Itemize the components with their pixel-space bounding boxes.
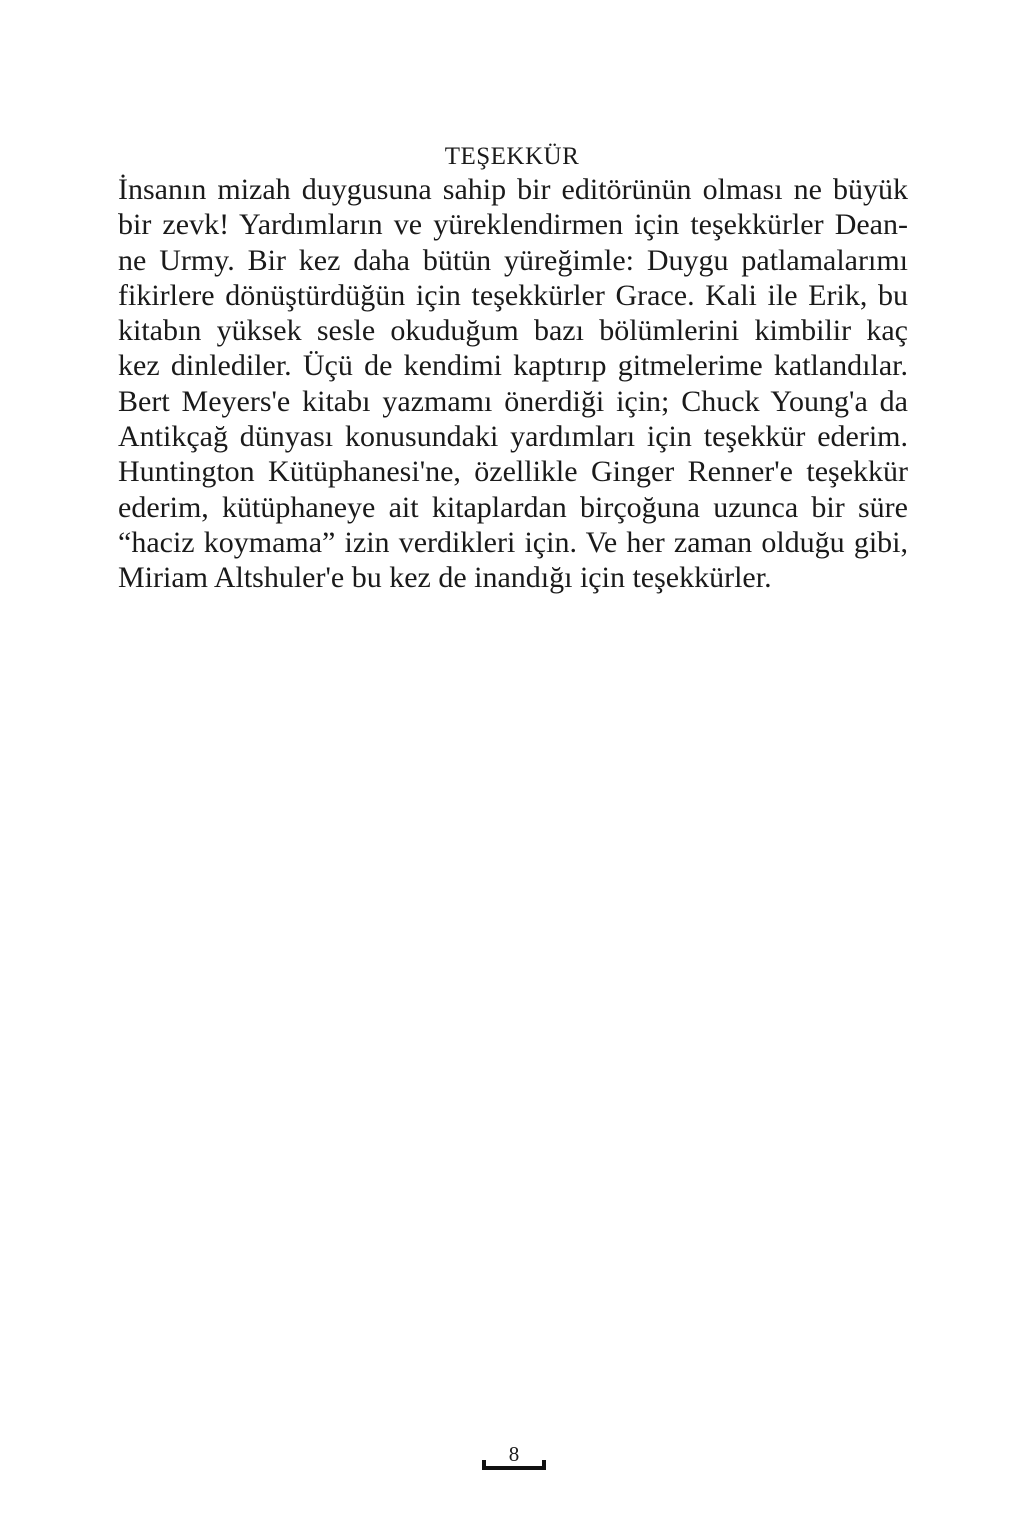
acknowledgement-paragraph — [118, 172, 908, 596]
footer-rule — [482, 1466, 546, 1470]
paragraph-line: İnsanın mizah duygusuna sahip bir editörünün olması ne büyük — [118, 173, 908, 206]
paragraph-line: ederim, kütüphaneye ait kitaplardan birçoğuna uzunca bir süre — [118, 490, 908, 524]
paragraph-line: kitabın yüksek sesle okuduğum bazı bölümlerini kimbilir kaç — [118, 314, 908, 348]
paragraph-line: kez dinlediler. Üçü de kendimi kaptırıp gitmelerime katlandılar. — [118, 349, 908, 383]
paragraph-line: Antikçağ dünyası konusundaki yardımları için teşekkür ederim. — [118, 420, 908, 454]
paragraph-line: fikirlere dönüştürdüğün için teşekkürler Grace. Kali ile Erik, bu — [118, 278, 908, 312]
page-footer — [482, 1442, 546, 1472]
paragraph-line: ne Urmy. Bir kez daha bütün yüreğimle: Duygu patlamalarımı — [118, 243, 908, 277]
paragraph-line: Bert Meyers'e kitabı yazmamı önerdiği için; Chuck Young'a da — [118, 384, 908, 418]
page-title: TEŞEKKÜR — [444, 143, 580, 170]
paragraph-line: bir zevk! Yardımların ve yüreklendirmen için teşekkürler Dean- — [118, 208, 908, 242]
paragraph-line: Miriam Altshuler'e bu kez de inandığı için teşekkürler. — [118, 561, 772, 595]
paragraph-line: Huntington Kütüphanesi'ne, özellikle Ginger Renner'e teşekkür — [118, 455, 908, 489]
paragraph-line: “haciz koymama” izin verdikleri için. Ve her zaman olduğu gibi, — [118, 525, 908, 559]
page-number: 8 — [508, 1442, 520, 1466]
footer-rule-tick-right — [542, 1460, 546, 1470]
